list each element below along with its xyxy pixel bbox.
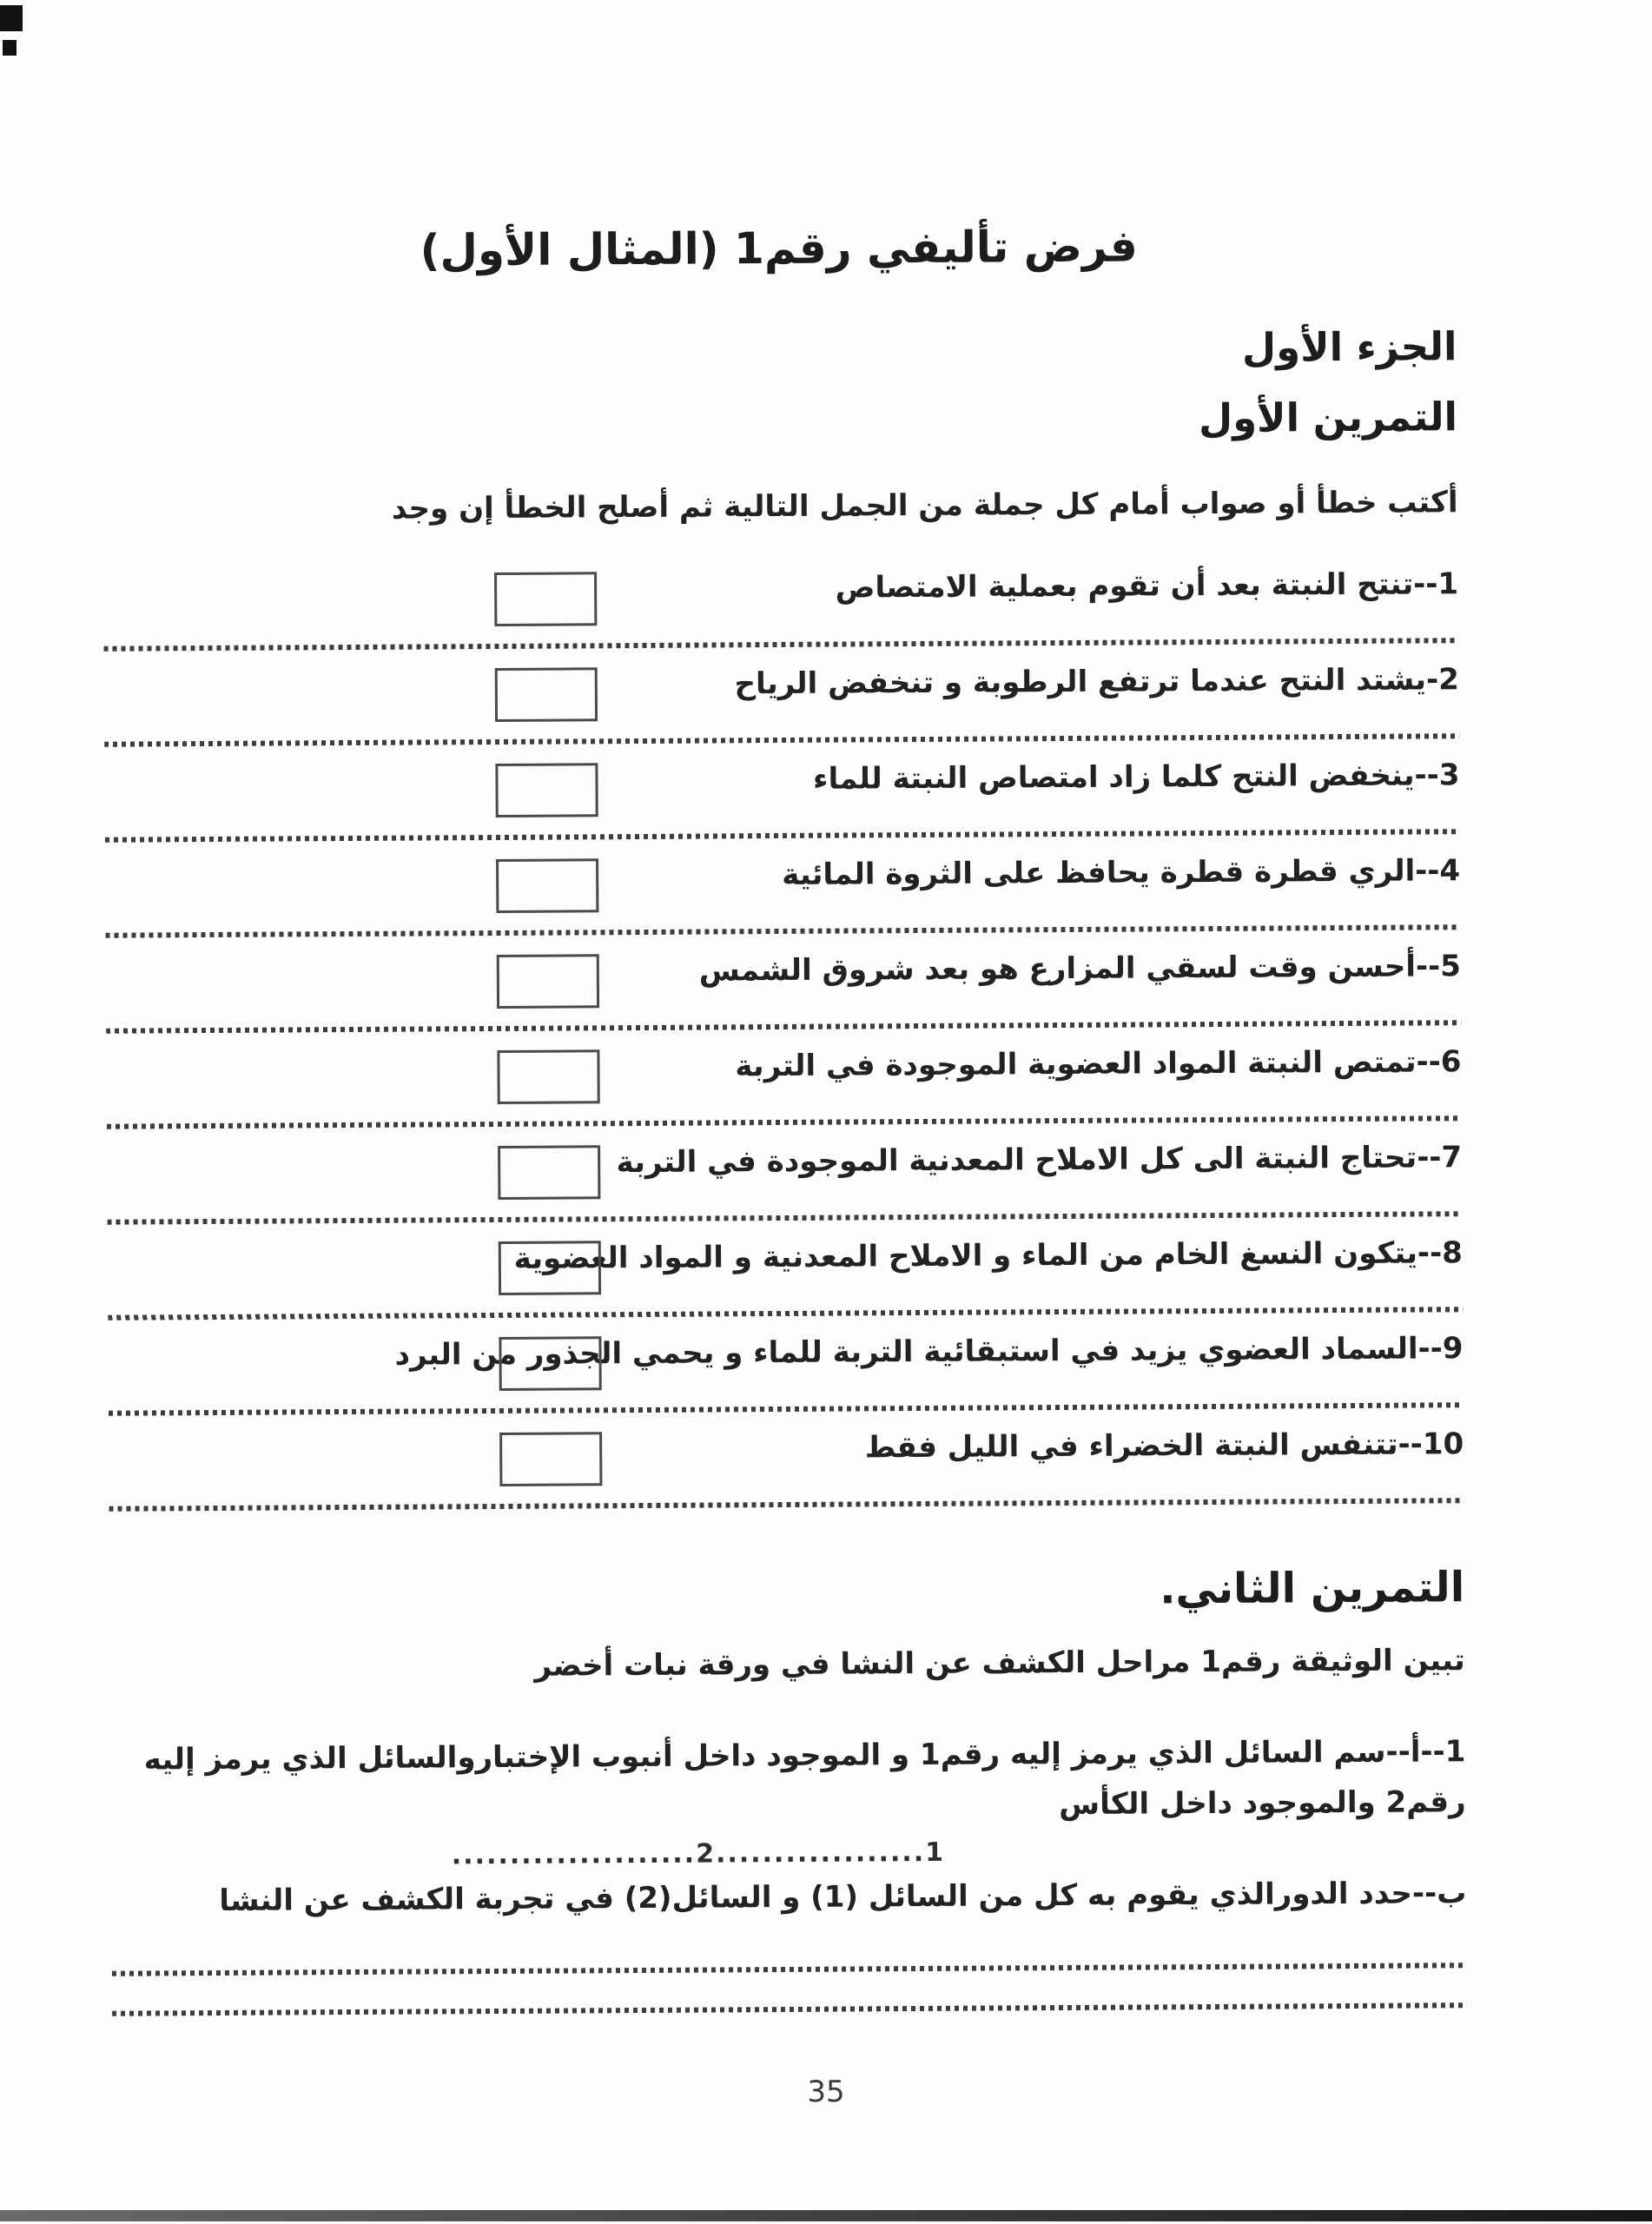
correction-dotted-line xyxy=(108,1307,1463,1320)
answer-dotted-line xyxy=(112,1963,1467,1976)
statement-row xyxy=(108,1327,1464,1432)
statement-text: 6--تمتص النبتة المواد العضوية الموجودة في التربة xyxy=(735,1044,1462,1084)
true-false-answer-box xyxy=(499,1336,601,1391)
true-false-answer-box xyxy=(494,572,597,626)
true-false-answer-box xyxy=(495,667,598,722)
correction-dotted-line xyxy=(108,1211,1463,1225)
true-false-answer-box xyxy=(498,1145,600,1200)
answer-dotted-line xyxy=(112,2002,1467,2016)
true-false-answer-box xyxy=(499,1241,601,1295)
true-false-answer-box xyxy=(497,1049,599,1104)
answer-line-1-2: 1..................2..................... xyxy=(451,1837,946,1871)
statement-text: 3--ينخفض النتح كلما زاد امتصاص النبتة للماء xyxy=(812,758,1460,797)
correction-dotted-line xyxy=(109,1402,1464,1416)
statement-row xyxy=(105,850,1461,954)
question-1a: 1--أ--سم السائل الذي يرمز إليه رقم1 و الموجود داخل أنبوب الإختباروالسائل الذي يرمز إليه رقم2 والموجود داخل الكأس xyxy=(143,1734,1466,1823)
question-1b: ب--حدد الدورالذي يقوم به كل من السائل (1) و السائل(2) في تجربة الكشف عن النشا xyxy=(219,1876,1467,1919)
statement-text: 4--الري قطرة قطرة يحافظ على الثروة المائية xyxy=(782,853,1461,892)
document-title: فرض تأليفي رقم1 (المثال الأول) xyxy=(420,221,1138,276)
statement-row xyxy=(106,1041,1462,1145)
statement-row xyxy=(108,1232,1464,1336)
exercise-one-heading: التمرين الأول xyxy=(1198,394,1458,442)
part-one-heading: الجزء الأول xyxy=(1241,322,1457,371)
correction-dotted-line xyxy=(105,829,1460,843)
statement-row xyxy=(103,563,1459,667)
correction-dotted-line xyxy=(106,924,1461,938)
correction-dotted-line xyxy=(104,733,1459,747)
bottom-scan-bar xyxy=(0,2210,1652,2221)
document-content xyxy=(100,0,1467,2016)
true-false-answer-box xyxy=(497,954,599,1009)
statement-text: 7--تحتاج النبتة الى كل الاملاح المعدنية الموجودة في التربة xyxy=(616,1140,1463,1181)
statement-text: 10--تتنفس النبتة الخضراء في الليل فقط xyxy=(864,1426,1464,1466)
exercise-one-instruction: أكتب خطأ أو صواب أمام كل جملة من الجمل التالية ثم أصلح الخطأ إن وجد xyxy=(391,485,1458,526)
statement-row xyxy=(109,1423,1464,1527)
true-false-answer-box xyxy=(499,1432,602,1486)
statement-text: 9--السماد العضوي يزيد في استبقائية التربة للماء و يحمي الجذور من البرد xyxy=(394,1331,1464,1373)
statement-row xyxy=(107,1136,1463,1241)
correction-dotted-line xyxy=(109,1498,1464,1512)
statement-text: 8--يتكون النسغ الخام من الماء و الاملاح المعدنية و المواد العضوية xyxy=(513,1235,1463,1276)
exercise-two-intro: تبين الوثيقة رقم1 مراحل الكشف عن النشا في ورقة نبات أخضر xyxy=(534,1643,1465,1684)
correction-dotted-line xyxy=(107,1115,1462,1129)
statement-row xyxy=(106,945,1462,1049)
correction-dotted-line xyxy=(106,1020,1461,1034)
page-number: 35 xyxy=(807,2075,845,2109)
correction-dotted-line xyxy=(104,638,1459,652)
statement-row xyxy=(104,754,1460,858)
statement-text: 5--أحسن وقت لسقي المزارع هو بعد شروق الشمس xyxy=(698,949,1461,989)
true-false-answer-box xyxy=(495,763,598,817)
statement-row xyxy=(104,659,1460,763)
exercise-two-heading: التمرين الثاني. xyxy=(1160,1563,1465,1614)
statement-text: 1--تنتح النبتة بعد أن تقوم بعملية الامتصاص xyxy=(835,566,1459,606)
true-false-answer-box xyxy=(496,858,598,913)
statement-text: 2-يشتد النتح عندما ترتفع الرطوبة و تنخفض الرياح xyxy=(734,662,1459,702)
statements-list xyxy=(103,563,1464,1527)
scan-artifact-top-left-small xyxy=(3,40,17,56)
scan-artifact-top-left xyxy=(0,5,23,31)
